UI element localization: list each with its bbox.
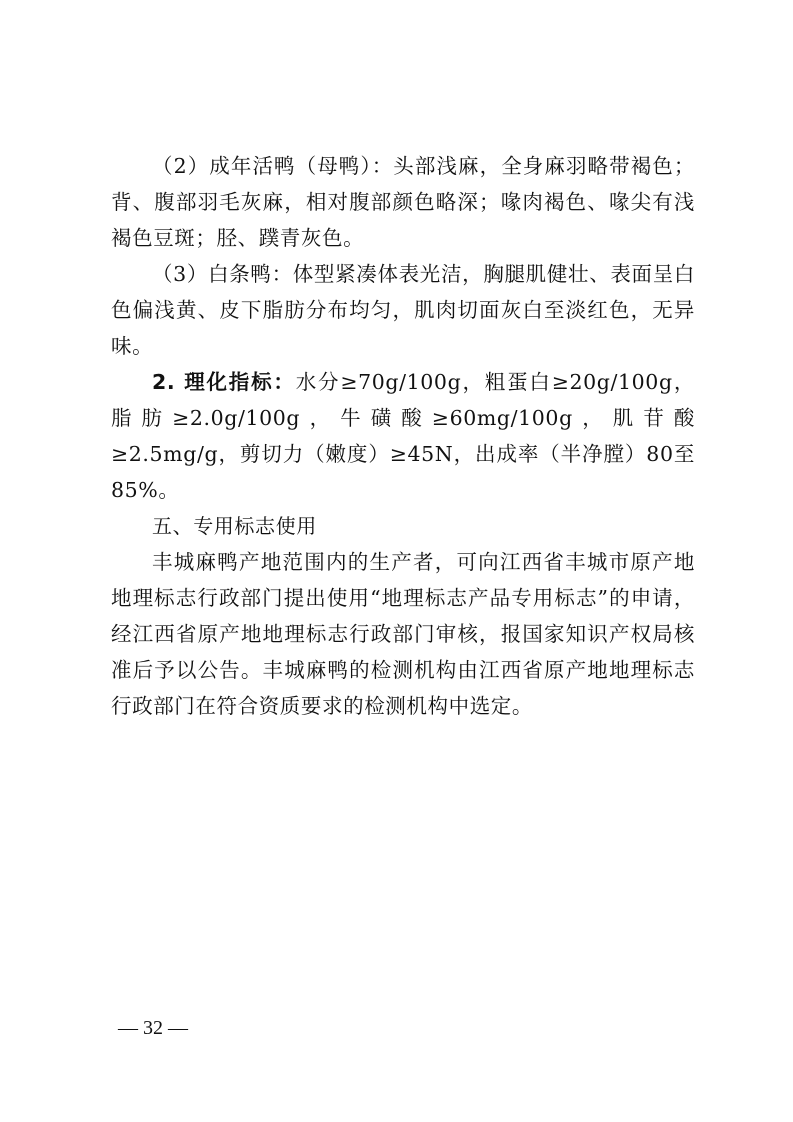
page-number: — 32 — (118, 1017, 188, 1039)
physicochemical-label: 2. 理化指标： (152, 370, 296, 394)
section-paragraph: 丰城麻鸭产地范围内的生产者，可向江西省丰城市原产地地理标志行政部门提出使用“地理标志产品专用标志”的申请，经江西省原产地地理标志行政部门审核，报国家知识产权局核准后予以公告。丰城麻鸭的检测机构由江西省原产地地理标志行政部门在符合资质要求的检测机构中选定。 (111, 550, 695, 718)
section-heading: 五、专用标志使用 (152, 514, 317, 538)
physicochemical-text: 水分≥70g/100g，粗蛋白≥20g/100g，脂肪≥2.0g/100g，牛磺酸≥60mg/100g，肌苷酸≥2.5mg/g，剪切力（嫩度）≥45N，出成率（半净膛）80至85%。 (111, 370, 695, 502)
paragraph-carcass-duck-text: （3）白条鸭：体型紧凑体表光洁，胸腿肌健壮、表面呈白色偏浅黄、皮下脂肪分布均匀，肌肉切面灰白至淡红色，无异味。 (111, 262, 695, 358)
paragraph-adult-duck (111, 148, 695, 256)
paragraph-carcass-duck (111, 256, 695, 364)
paragraph-physicochemical (111, 364, 695, 508)
page-content (111, 148, 695, 724)
paragraph-adult-duck-text: （2）成年活鸭（母鸭）：头部浅麻，全身麻羽略带褐色；背、腹部羽毛灰麻，相对腹部颜色略深；喙肉褐色、喙尖有浅褐色豆斑；胫、蹼青灰色。 (111, 154, 695, 250)
